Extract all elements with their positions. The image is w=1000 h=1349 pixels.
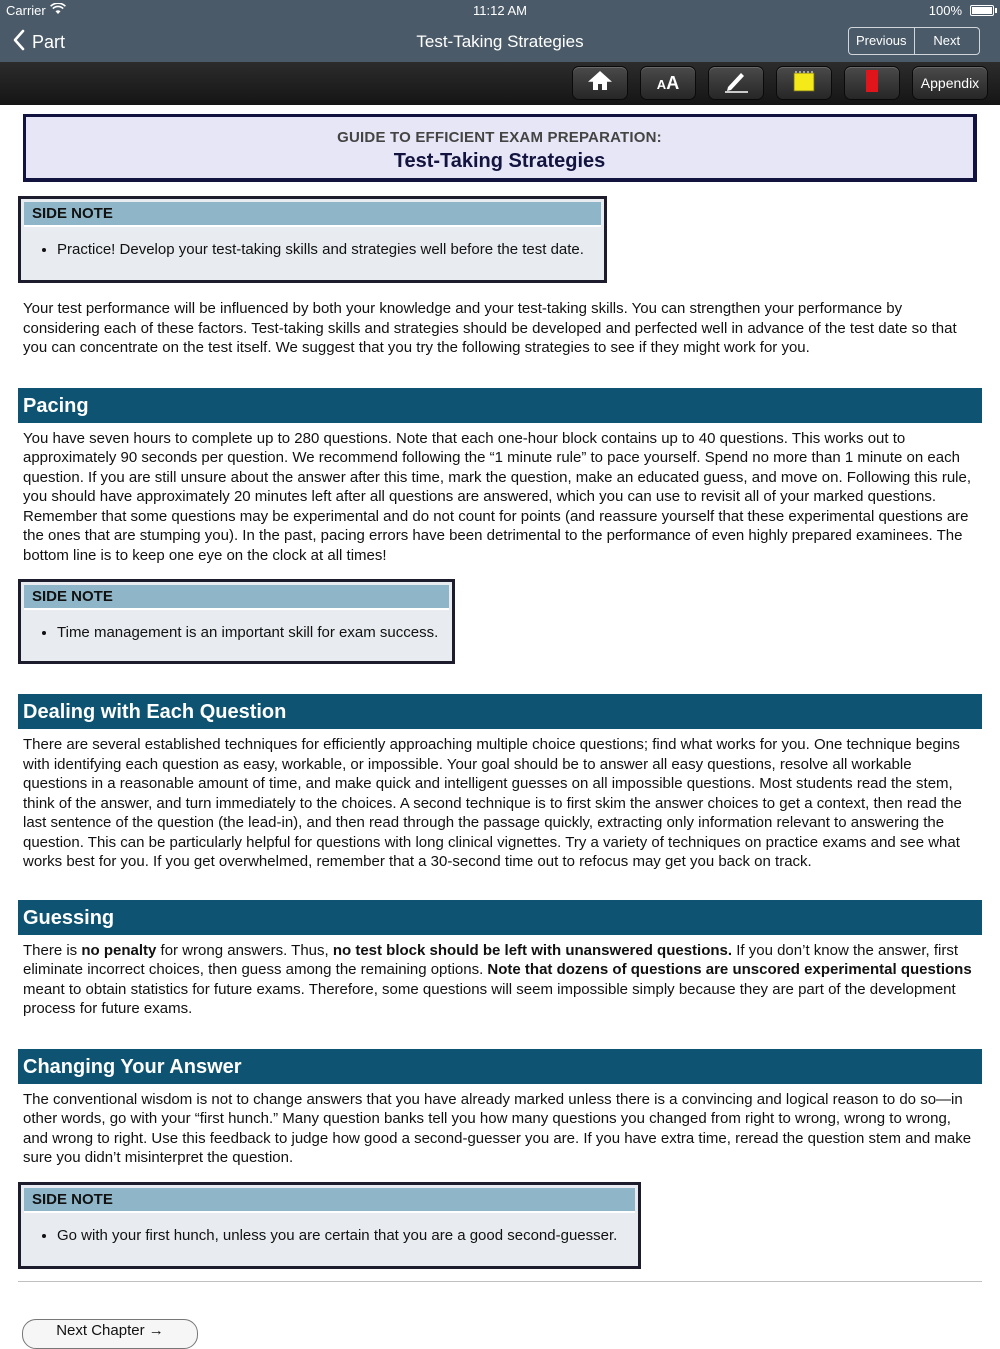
notes-button[interactable]: [777, 67, 831, 99]
side-note-text: • Time management is an important skill for exam success.: [57, 610, 449, 657]
back-button-label: Part: [32, 31, 66, 52]
bookmark-button[interactable]: [845, 67, 899, 99]
navigation-bar: [0, 22, 1000, 62]
divider: [18, 1281, 982, 1282]
chapter-title-box: [23, 114, 977, 182]
chapter-title: Test-Taking Strategies: [393, 150, 606, 172]
clock: 11:12 AM: [473, 3, 527, 18]
pacing-paragraph: You have seven hours to complete up to 280 questions. Note that each one-hour block contains up to 40 questions. This works out to approximately 90 seconds per question. We recommend following the “1 minute rule” to pace yourself. Spend no more than 1 minute on each question. If you are still unsure about the answer after this time, mark the question, make an educated guess, and move on. Following this rule, you should have approximately 20 minutes left after all questions are answered, which you can use to revisit all of your marked questions. Remember that some questions may be experimental and do not count for points (and reassure yourself that these experimental questions are the ones that are stumping you). In the past, pacing errors have been detrimental to the performance of even highly prepared examinees. The bottom line is to keep one eye on the clock at all times!: [23, 429, 972, 564]
prev-next-control: [848, 27, 980, 55]
intro-paragraph: Your test performance will be influenced by both your knowledge and your test-taking skills. You can strengthen your performance by considering each of these factors. Test-taking skills and strategies should be developed and perfected well in advance of the test date so that you can concentrate on the test itself. We suggest that you try the following strategies to see if they might work for you.: [23, 300, 957, 356]
section-heading-pacing: Pacing: [18, 388, 982, 423]
red-bookmark-icon: [865, 70, 879, 97]
section-heading-changing: Changing Your Answer: [18, 1049, 982, 1084]
previous-button[interactable]: Previous: [855, 33, 907, 48]
dealing-paragraph: There are several established techniques for efficiently approaching multiple choice questions; find what works for you. One technique begins with identifying each question as easy, workable, or impossible. Your goal should be to answer all easy questions, resolve all workable questions in a reasonable amount of time, and make quick and intelligent guesses on all impossible questions. Most students read the stem, think of the answer, and turn immediately to the choices. A second technique is to first skim the answer choices to get a context, then read the last sentence of the question (the lead-in), and then read through the passage quickly, extracting only information relevant to answering the question. This can be particularly helpful for questions with long clinical vignettes. Try a variety of techniques on practice exams and see what works best for you. If you get overwhelmed, remember that a 30-second time out to refocus may get you back on track.: [23, 736, 962, 870]
side-note: [18, 579, 455, 664]
changing-paragraph: The conventional wisdom is not to change answers that you have already marked unless there is a convincing and logical reason to do so—in other words, go with your “first hunch.” Many question banks tell you how many questions you changed from right to wrong, wrong to wrong, and wrong to right. Use this feedback to judge how good a second-guesser you are. If you have extra time, reread the question stem and make sure you didn’t misinterpret the question.: [23, 1090, 972, 1166]
carrier-label: Carrier: [6, 3, 46, 18]
battery-percent: 100%: [928, 3, 962, 18]
appendix-button[interactable]: Appendix: [913, 67, 987, 99]
page-title: Test-Taking Strategies: [416, 32, 584, 51]
yellow-note-icon: [793, 70, 815, 97]
battery-tip: [995, 8, 997, 13]
font-size-button[interactable]: [641, 67, 695, 99]
section-heading-dealing: Dealing with Each Question: [18, 694, 982, 729]
next-chapter-button[interactable]: Next Chapter →: [22, 1319, 198, 1349]
side-note-text: • Practice! Develop your test-taking skills and strategies well before the test date.: [57, 227, 601, 274]
chevron-left-icon: [12, 29, 26, 55]
side-note-header: SIDE NOTE: [24, 1188, 635, 1213]
font-size-icon: AA: [656, 72, 680, 93]
guessing-paragraph: There is no penalty for wrong answers. Thus, no test block should be left with unanswered questions. If you don’t know the answer, first eliminate incorrect choices, then guess among the remaining options. Note that dozens of questions are unscored experimental questions meant to obtain statistics for future exams. Therefore, some questions will seem impossible simply because they are part of the development process for future exams.: [23, 941, 972, 1017]
side-note-text: • Go with your first hunch, unless you are certain that you are a good second-guesser.: [57, 1213, 635, 1260]
side-note: [18, 1182, 641, 1269]
back-button[interactable]: [12, 29, 65, 55]
side-note: [18, 196, 607, 283]
toolbar: [0, 62, 1000, 105]
battery-icon: [970, 5, 994, 16]
chapter-subtitle: GUIDE TO EFFICIENT EXAM PREPARATION:: [337, 129, 662, 146]
next-button[interactable]: Next: [914, 28, 980, 54]
side-note-header: SIDE NOTE: [24, 202, 601, 227]
home-button[interactable]: [573, 67, 627, 99]
section-heading-guessing: Guessing: [18, 900, 982, 935]
highlight-button[interactable]: [709, 67, 763, 99]
pen-icon: [722, 69, 750, 98]
side-note-header: SIDE NOTE: [24, 585, 449, 610]
chapter-content: [18, 114, 982, 1282]
status-bar: [0, 0, 1000, 22]
home-icon: [588, 70, 612, 97]
